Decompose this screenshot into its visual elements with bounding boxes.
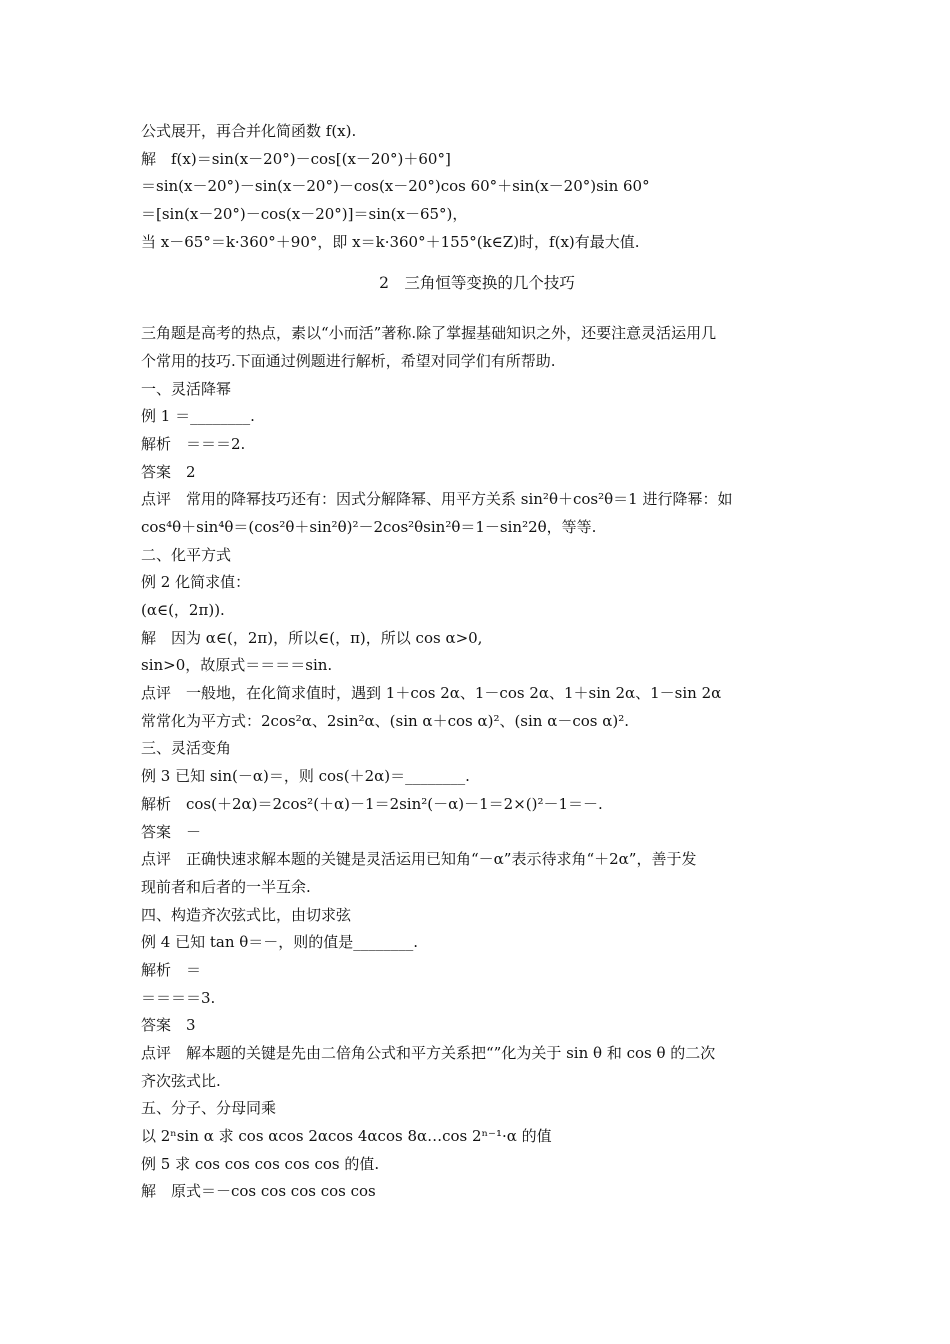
text-line: 例 5 求 cos cos cos cos cos 的值. (141, 1154, 380, 1173)
intro-block (141, 118, 813, 256)
heading-line: 四、构造齐次弦式比，由切求弦 (141, 905, 352, 924)
text-line: 点评 解本题的关键是先由二倍角公式和平方关系把“”化为关于 sin θ 和 cos θ 的二次 (141, 1044, 716, 1062)
document-page (141, 118, 813, 1206)
text-line: 解析 ＝＝＝2. (141, 434, 246, 453)
text-line: 答案 2 (141, 462, 196, 481)
heading-line: 五、分子、分母同乘 (141, 1099, 277, 1118)
text-line: 例 3 已知 sin(－α)＝，则 cos(＋2α)＝________. (141, 767, 470, 786)
text-line: 三角题是高考的热点，素以“小而活”著称.除了掌握基础知识之外，还要注意灵活运用几 (141, 324, 717, 343)
text-line: 公式展开，再合并化简函数 f(x). (141, 122, 357, 140)
text-line: 以 2ⁿsin α 求 cos αcos 2αcos 4αcos 8α…cos 2ⁿ⁻¹·α 的值 (141, 1127, 552, 1146)
text-line: 点评 常用的降幂技巧还有：因式分解降幂、用平方关系 sin²θ＋cos²θ＝1 进行降幂：如 (141, 490, 733, 509)
text-line: 解析 cos(＋2α)＝2cos²(＋α)－1＝2sin²(－α)－1＝2×()²－1＝－. (141, 794, 603, 813)
text-line: 现前者和后者的一半互余. (141, 877, 311, 896)
text-line: 个常用的技巧.下面通过例题进行解析，希望对同学们有所帮助. (141, 351, 556, 370)
text-line: 例 2 化简求值： (141, 573, 251, 592)
text-line: 解 原式＝－cos cos cos cos cos (141, 1182, 376, 1201)
text-line: 齐次弦式比. (141, 1071, 221, 1090)
text-line: 例 4 已知 tan θ＝－，则的值是________. (141, 933, 419, 952)
text-line: 解 因为 α∈(，2π)，所以∈(，π)，所以 cos α>0, (141, 628, 483, 647)
text-line: ＝sin(x－20°)－sin(x－20°)－cos(x－20°)cos 60°＋sin(x－20°)sin 60° (141, 177, 650, 196)
text-line: cos⁴θ＋sin⁴θ＝(cos²θ＋sin²θ)²－2cos²θsin²θ＝1－sin²2θ，等等. (141, 517, 597, 536)
heading-line: 二、化平方式 (141, 545, 232, 564)
heading-line: 一、灵活降幂 (141, 379, 232, 398)
text-line: ＝[sin(x－20°)－cos(x－20°)]＝sin(x－65°)， (141, 205, 468, 224)
text-line: 当 x－65°＝k·360°＋90°，即 x＝k·360°＋155°(k∈Z)时，f(x)有最大值. (141, 232, 640, 251)
heading-line: 三、灵活变角 (141, 739, 232, 758)
text-line: (α∈(，2π)). (141, 601, 225, 619)
text-line: 点评 一般地，在化简求值时，遇到 1＋cos 2α、1－cos 2α、1＋sin 2α、1－sin 2α (141, 684, 722, 703)
text-line: 常常化为平方式：2cos²α、2sin²α、(sin α＋cos α)²、(sin α－cos α)². (141, 711, 630, 730)
body-block (141, 320, 813, 1206)
text-line: ＝＝＝＝3. (141, 988, 216, 1007)
section-title: 2 三角恒等变换的几个技巧 (379, 274, 575, 293)
text-line: 解析 ＝ (141, 960, 202, 979)
text-line: 答案 3 (141, 1016, 196, 1035)
text-line: 例 1 ＝________. (141, 407, 255, 426)
text-line: sin>0，故原式＝＝＝＝sin. (141, 656, 333, 675)
text-line: 答案 － (141, 822, 202, 841)
text-line: 解 f(x)＝sin(x－20°)－cos[(x－20°)＋60°] (141, 149, 451, 168)
text-line: 点评 正确快速求解本题的关键是灵活运用已知角“－α”表示待求角“＋2α”，善于发 (141, 850, 697, 869)
